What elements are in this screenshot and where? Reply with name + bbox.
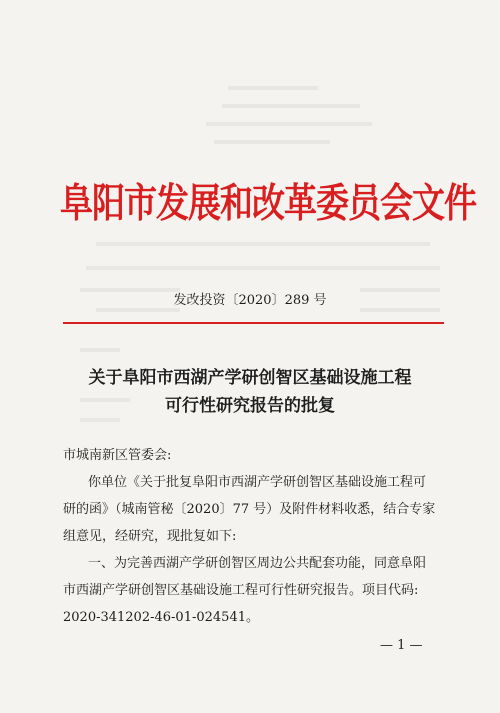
subject-title-line-1: 关于阜阳市西湖产学研创智区基础设施工程 — [88, 368, 412, 388]
body-line-4: 一、为完善西湖产学研创智区周边公共配套功能，同意阜阳 — [88, 556, 427, 571]
document-number: 发改投资〔2020〕289 号 — [173, 293, 327, 308]
body-line-6: 2020-341202-46-01-024541。 — [63, 610, 259, 625]
body-line-3: 组意见，经研究，现批复如下: — [63, 529, 237, 544]
body-line-2: 研的函》（城南管秘〔2020〕77 号）及附件材料收悉，结合专家 — [63, 502, 436, 517]
page-number: — 1 — — [380, 638, 423, 653]
body-line-1: 你单位《关于批复阜阳市西湖产学研创智区基础设施工程可 — [88, 475, 427, 490]
red-divider-line — [63, 322, 444, 324]
body-line-5: 市西湖产学研创智区基础设施工程可行性研究报告。项目代码: — [63, 583, 419, 598]
salutation: 市城南新区管委会: — [63, 448, 172, 463]
issuer-header-title: 阜阳市发展和改革委员会文件 — [60, 179, 476, 226]
subject-title-line-2: 可行性研究报告的批复 — [165, 396, 335, 416]
